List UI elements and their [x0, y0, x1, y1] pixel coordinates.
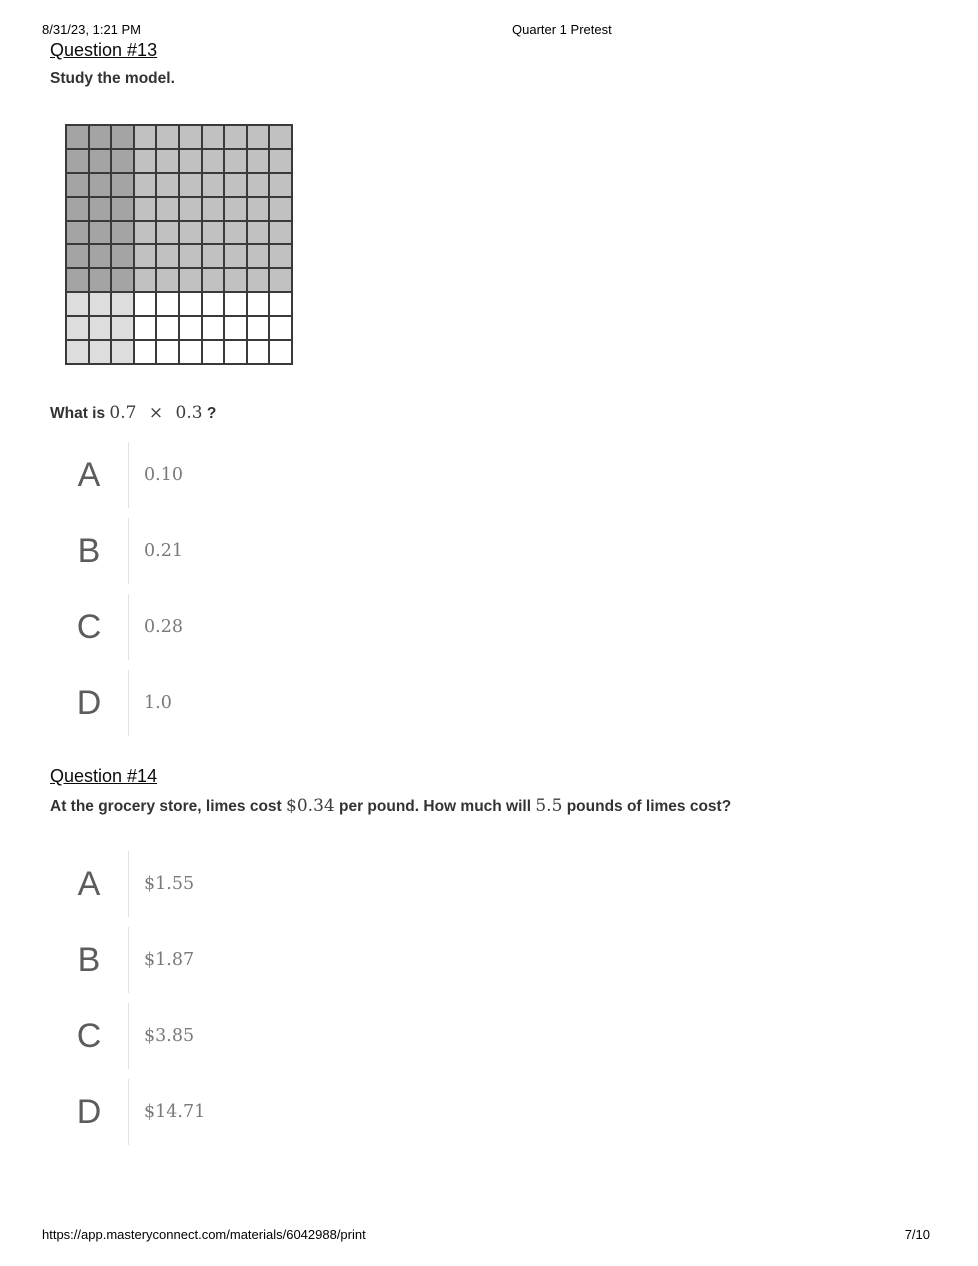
model-grid-cell — [180, 222, 201, 244]
text-segment: per pound. How much will — [334, 798, 536, 815]
choice-letter: C — [76, 1017, 102, 1055]
choice-value-text: 0.21 — [144, 541, 183, 561]
model-grid-cell — [203, 150, 224, 172]
model-grid-cell — [180, 245, 201, 267]
choice-row-D — [50, 1079, 928, 1145]
choice-value — [128, 1079, 205, 1145]
model-grid-cell — [135, 293, 156, 315]
model-grid-cell — [225, 126, 246, 148]
choice-value-text: $3.85 — [144, 1026, 195, 1046]
model-grid-cell — [225, 174, 246, 196]
model-grid-cell — [180, 198, 201, 220]
model-grid-cell — [90, 293, 111, 315]
model-grid-cell — [157, 293, 178, 315]
choice-value-text: 0.28 — [144, 617, 183, 637]
choice-value — [128, 670, 172, 736]
model-grid-cell — [157, 222, 178, 244]
model-grid-cell — [270, 222, 291, 244]
model-grid-cell — [90, 269, 111, 291]
math-expression: $0.34 — [286, 796, 335, 816]
model-grid-cell — [180, 150, 201, 172]
model-grid-cell — [67, 150, 88, 172]
choice-letter: B — [77, 941, 101, 979]
model-grid-cell — [135, 317, 156, 339]
model-grid-cell — [248, 293, 269, 315]
model-grid-cell — [67, 293, 88, 315]
model-grid-cell — [203, 222, 224, 244]
choice-value-text: 0.10 — [144, 465, 183, 485]
choice-value-text: $1.55 — [144, 874, 195, 894]
model-grid-cell — [270, 341, 291, 363]
model-grid-cell — [135, 126, 156, 148]
model-grid-cell — [157, 245, 178, 267]
model-grid-cell — [157, 341, 178, 363]
page-content — [0, 40, 978, 1145]
model-grid-cell — [180, 293, 201, 315]
model-grid-cell — [270, 317, 291, 339]
choice-letter: C — [76, 608, 102, 646]
choice-row-B — [50, 927, 928, 993]
model-grid-cell — [135, 269, 156, 291]
choice-row-C — [50, 594, 928, 660]
model-grid-cell — [180, 341, 201, 363]
model-grid-cell — [248, 150, 269, 172]
model-grid-cell — [225, 293, 246, 315]
math-expression: 0.7 × 0.3 — [109, 403, 203, 423]
question-13-section — [50, 40, 928, 736]
print-timestamp: 8/31/23, 1:21 PM — [42, 22, 142, 37]
model-grid-cell — [67, 245, 88, 267]
model-grid-cell — [203, 174, 224, 196]
text-segment: pounds of limes cost? — [562, 798, 732, 815]
model-grid-cell — [203, 269, 224, 291]
model-grid-cell — [225, 341, 246, 363]
model-grid-cell — [225, 245, 246, 267]
choice-value — [128, 442, 183, 508]
model-grid-cell — [135, 341, 156, 363]
model-grid-cell — [112, 198, 133, 220]
model-grid-cell — [112, 293, 133, 315]
model-grid-cell — [67, 126, 88, 148]
model-grid-cell — [225, 269, 246, 291]
document-title: Quarter 1 Pretest — [512, 22, 612, 37]
model-grid-cell — [180, 174, 201, 196]
model-grid-cell — [203, 341, 224, 363]
model-grid-cell — [203, 245, 224, 267]
choice-letter: A — [77, 456, 101, 494]
print-url: https://app.masteryconnect.com/materials/6042988/print — [42, 1227, 366, 1242]
choice-value-text: $1.87 — [144, 950, 195, 970]
model-grid-cell — [90, 222, 111, 244]
model-grid-cell — [270, 150, 291, 172]
model-grid-cell — [135, 174, 156, 196]
choice-value — [128, 1003, 194, 1069]
model-grid-cell — [67, 341, 88, 363]
model-grid-cell — [90, 317, 111, 339]
model-grid-cell — [157, 198, 178, 220]
model-grid-cell — [157, 269, 178, 291]
model-grid-cell — [112, 269, 133, 291]
choice-value — [128, 927, 194, 993]
model-grid-cell — [270, 198, 291, 220]
model-grid-cell — [135, 150, 156, 172]
model-grid-cell — [135, 198, 156, 220]
model-grid-cell — [248, 341, 269, 363]
model-grid-cell — [112, 150, 133, 172]
model-grid-cell — [225, 198, 246, 220]
model-grid-cell — [248, 269, 269, 291]
question-13-prompt: Study the model. — [50, 70, 175, 87]
question-13-choices — [50, 442, 928, 736]
model-grid-cell — [248, 174, 269, 196]
model-grid-cell — [225, 317, 246, 339]
model-grid-cell — [180, 126, 201, 148]
question-14-question — [50, 796, 928, 817]
model-grid-cell — [225, 222, 246, 244]
model-grid-cell — [270, 126, 291, 148]
model-grid-cell — [67, 174, 88, 196]
model-grid-cell — [203, 317, 224, 339]
choice-letter: B — [77, 532, 101, 570]
model-grid-cell — [157, 317, 178, 339]
model-grid-cell — [248, 198, 269, 220]
model-grid-cell — [90, 198, 111, 220]
model-grid-cell — [180, 317, 201, 339]
choice-value — [128, 851, 194, 917]
model-grid-cell — [112, 126, 133, 148]
model-grid-cell — [90, 341, 111, 363]
model-grid-cell — [112, 317, 133, 339]
model-grid-cell — [248, 245, 269, 267]
model-grid-cell — [67, 198, 88, 220]
question-14-section — [50, 766, 928, 1145]
question-14-title: Question #14 — [50, 766, 158, 786]
choice-value-text: 1.0 — [144, 693, 172, 713]
model-grid-cell — [67, 269, 88, 291]
choice-letter: A — [77, 865, 101, 903]
model-grid-cell — [270, 174, 291, 196]
choice-letter: D — [76, 1093, 102, 1131]
model-grid-cell — [157, 174, 178, 196]
choice-row-B — [50, 518, 928, 584]
model-grid-cell — [270, 269, 291, 291]
question-13-title: Question #13 — [50, 40, 158, 60]
model-grid-cell — [203, 198, 224, 220]
choice-row-A — [50, 851, 928, 917]
model-grid-cell — [67, 222, 88, 244]
model-grid-cell — [112, 245, 133, 267]
model-grid-cell — [112, 341, 133, 363]
choice-row-A — [50, 442, 928, 508]
choice-row-D — [50, 670, 928, 736]
model-grid-cell — [180, 269, 201, 291]
question-13-question — [50, 402, 928, 425]
model-grid-cell — [90, 150, 111, 172]
model-grid-cell — [248, 126, 269, 148]
decimal-hundredths-model-grid — [65, 124, 293, 365]
model-grid-cell — [135, 245, 156, 267]
choice-letter: D — [76, 684, 102, 722]
question-14-choices — [50, 851, 928, 1145]
text-segment: ? — [202, 405, 217, 422]
model-grid-cell — [203, 293, 224, 315]
text-segment: At the grocery store, limes cost — [50, 798, 287, 815]
model-grid-cell — [112, 174, 133, 196]
choice-row-C — [50, 1003, 928, 1069]
math-expression: 5.5 — [535, 796, 563, 816]
model-grid-cell — [203, 126, 224, 148]
model-grid-cell — [112, 222, 133, 244]
model-grid-cell — [90, 245, 111, 267]
choice-value — [128, 518, 183, 584]
page-number: 7/10 — [904, 1227, 930, 1242]
model-grid-cell — [270, 293, 291, 315]
model-grid-cell — [270, 245, 291, 267]
model-grid-cell — [90, 126, 111, 148]
choice-value — [128, 594, 183, 660]
model-grid-cell — [225, 150, 246, 172]
model-grid-cell — [90, 174, 111, 196]
choice-value-text: $14.71 — [144, 1102, 206, 1122]
model-grid-cell — [157, 150, 178, 172]
model-grid-cell — [135, 222, 156, 244]
text-segment: What is — [50, 405, 110, 422]
model-grid-cell — [248, 222, 269, 244]
model-grid-cell — [67, 317, 88, 339]
model-grid-cell — [157, 126, 178, 148]
model-grid-cell — [248, 317, 269, 339]
